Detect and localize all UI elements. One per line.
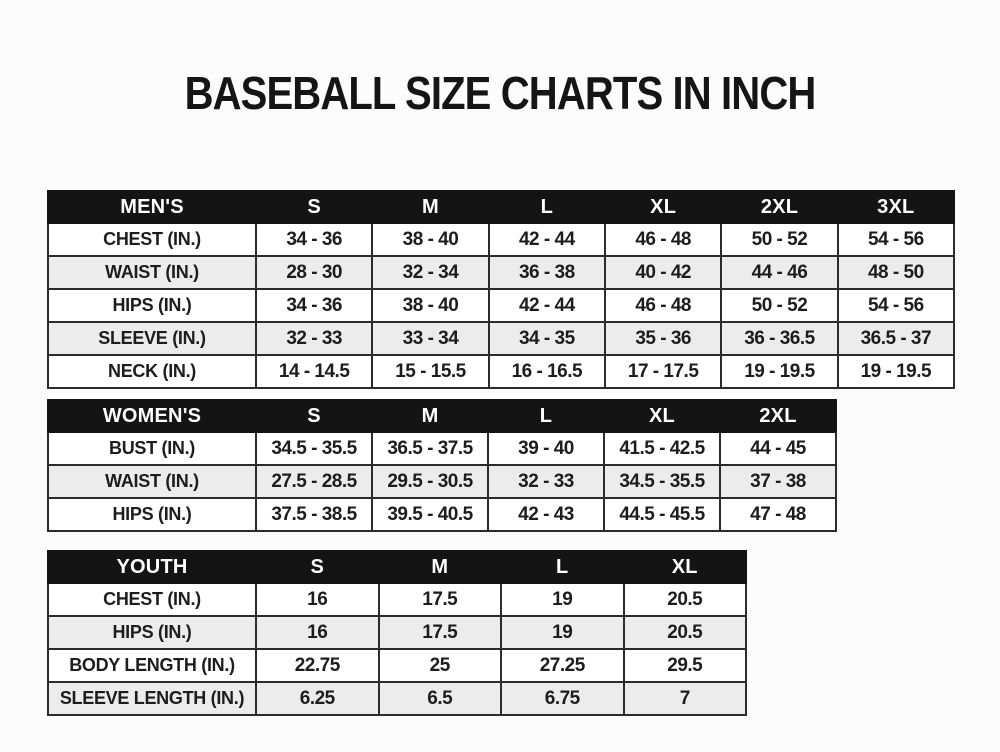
value-cell: 17 - 17.5	[605, 355, 721, 388]
row-label-cell: HIPS (IN.)	[48, 498, 256, 531]
table-row	[48, 322, 954, 355]
table-row	[48, 649, 746, 682]
value-cell: 44.5 - 45.5	[604, 498, 720, 531]
table-row	[48, 256, 954, 289]
value-cell: 36 - 36.5	[721, 322, 837, 355]
value-cell: 17.5	[379, 583, 502, 616]
size-column-header: L	[501, 551, 624, 583]
value-cell: 25	[379, 649, 502, 682]
value-cell: 19 - 19.5	[721, 355, 837, 388]
value-cell: 27.5 - 28.5	[256, 465, 372, 498]
value-cell: 46 - 48	[605, 289, 721, 322]
row-label-cell: WAIST (IN.)	[48, 256, 256, 289]
value-cell: 34 - 36	[256, 289, 372, 322]
size-column-header: 2XL	[720, 400, 836, 432]
value-cell: 15 - 15.5	[372, 355, 488, 388]
value-cell: 22.75	[256, 649, 379, 682]
table-row	[48, 465, 836, 498]
value-cell: 27.25	[501, 649, 624, 682]
value-cell: 38 - 40	[372, 289, 488, 322]
row-label-cell: SLEEVE (IN.)	[48, 322, 256, 355]
row-label-cell: WAIST (IN.)	[48, 465, 256, 498]
table-row	[48, 498, 836, 531]
header-row	[48, 551, 746, 583]
row-label-cell: HIPS (IN.)	[48, 289, 256, 322]
value-cell: 41.5 - 42.5	[604, 432, 720, 465]
size-column-header: 2XL	[721, 191, 837, 223]
value-cell: 32 - 33	[256, 322, 372, 355]
table-row	[48, 289, 954, 322]
value-cell: 34 - 36	[256, 223, 372, 256]
header-row	[48, 191, 954, 223]
value-cell: 29.5 - 30.5	[372, 465, 488, 498]
value-cell: 33 - 34	[372, 322, 488, 355]
value-cell: 6.5	[379, 682, 502, 715]
row-label-cell: HIPS (IN.)	[48, 616, 256, 649]
size-column-header: M	[372, 191, 488, 223]
value-cell: 32 - 34	[372, 256, 488, 289]
value-cell: 42 - 44	[489, 289, 605, 322]
row-label-cell: BUST (IN.)	[48, 432, 256, 465]
value-cell: 36.5 - 37	[838, 322, 954, 355]
size-column-header: L	[489, 191, 605, 223]
value-cell: 54 - 56	[838, 289, 954, 322]
table-row	[48, 583, 746, 616]
row-label-cell: CHEST (IN.)	[48, 583, 256, 616]
row-label-cell: CHEST (IN.)	[48, 223, 256, 256]
value-cell: 19	[501, 583, 624, 616]
table-name-cell: WOMEN'S	[48, 400, 256, 432]
value-cell: 44 - 46	[721, 256, 837, 289]
value-cell: 39 - 40	[488, 432, 604, 465]
value-cell: 54 - 56	[838, 223, 954, 256]
value-cell: 19 - 19.5	[838, 355, 954, 388]
value-cell: 19	[501, 616, 624, 649]
header-row	[48, 400, 836, 432]
value-cell: 37.5 - 38.5	[256, 498, 372, 531]
value-cell: 35 - 36	[605, 322, 721, 355]
size-column-header: M	[379, 551, 502, 583]
value-cell: 16 - 16.5	[489, 355, 605, 388]
value-cell: 39.5 - 40.5	[372, 498, 488, 531]
value-cell: 37 - 38	[720, 465, 836, 498]
value-cell: 17.5	[379, 616, 502, 649]
size-column-header: XL	[604, 400, 720, 432]
table-name-cell: MEN'S	[48, 191, 256, 223]
table-name-cell: YOUTH	[48, 551, 256, 583]
size-column-header: 3XL	[838, 191, 954, 223]
row-label-cell: NECK (IN.)	[48, 355, 256, 388]
mens-size-table	[47, 190, 955, 389]
size-column-header: XL	[605, 191, 721, 223]
table-row	[48, 223, 954, 256]
value-cell: 14 - 14.5	[256, 355, 372, 388]
table-row	[48, 432, 836, 465]
size-column-header: M	[372, 400, 488, 432]
page-title: BASEBALL SIZE CHARTS IN INCH	[184, 67, 816, 119]
size-column-header: XL	[624, 551, 747, 583]
table-row	[48, 355, 954, 388]
value-cell: 6.25	[256, 682, 379, 715]
value-cell: 47 - 48	[720, 498, 836, 531]
size-column-header: L	[488, 400, 604, 432]
value-cell: 29.5	[624, 649, 747, 682]
value-cell: 34 - 35	[489, 322, 605, 355]
value-cell: 6.75	[501, 682, 624, 715]
value-cell: 16	[256, 616, 379, 649]
value-cell: 50 - 52	[721, 223, 837, 256]
value-cell: 40 - 42	[605, 256, 721, 289]
value-cell: 44 - 45	[720, 432, 836, 465]
value-cell: 34.5 - 35.5	[256, 432, 372, 465]
value-cell: 34.5 - 35.5	[604, 465, 720, 498]
value-cell: 32 - 33	[488, 465, 604, 498]
value-cell: 46 - 48	[605, 223, 721, 256]
value-cell: 42 - 43	[488, 498, 604, 531]
value-cell: 20.5	[624, 583, 747, 616]
size-column-header: S	[256, 191, 372, 223]
youth-size-table	[47, 550, 747, 716]
value-cell: 36 - 38	[489, 256, 605, 289]
table-row	[48, 616, 746, 649]
value-cell: 48 - 50	[838, 256, 954, 289]
value-cell: 50 - 52	[721, 289, 837, 322]
value-cell: 16	[256, 583, 379, 616]
value-cell: 36.5 - 37.5	[372, 432, 488, 465]
value-cell: 42 - 44	[489, 223, 605, 256]
size-column-header: S	[256, 551, 379, 583]
row-label-cell: BODY LENGTH (IN.)	[48, 649, 256, 682]
value-cell: 7	[624, 682, 747, 715]
womens-size-table	[47, 399, 837, 532]
value-cell: 28 - 30	[256, 256, 372, 289]
table-row	[48, 682, 746, 715]
value-cell: 38 - 40	[372, 223, 488, 256]
value-cell: 20.5	[624, 616, 747, 649]
size-column-header: S	[256, 400, 372, 432]
row-label-cell: SLEEVE LENGTH (IN.)	[48, 682, 256, 715]
